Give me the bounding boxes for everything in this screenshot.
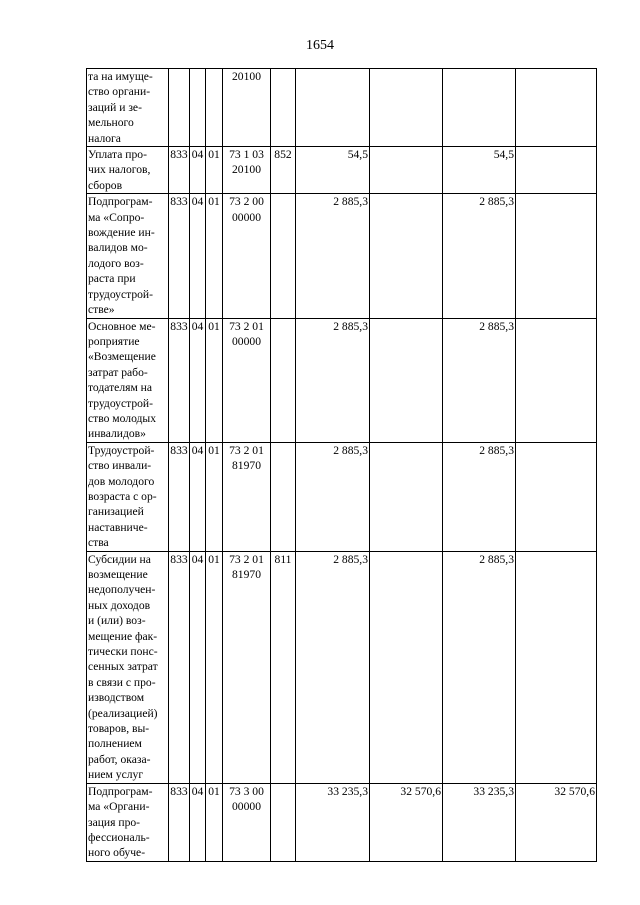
table-row (87, 318, 597, 442)
item-name-line: заций и зе- (88, 100, 142, 114)
cs-code-line: 00000 (232, 334, 261, 348)
rz-code-cell: 04 (190, 783, 206, 861)
item-name-line: ство органи- (88, 85, 151, 99)
gr-code-cell: 833 (169, 551, 190, 783)
item-name-cell (87, 318, 169, 442)
vr-code-cell (271, 318, 296, 442)
item-name-line: трудоустрой- (88, 287, 153, 301)
rz-code-cell: 04 (190, 147, 206, 194)
item-name-line: фессиональ- (88, 830, 150, 844)
item-name-line: та на имуще- (88, 70, 153, 83)
pr-code-cell: 01 (206, 551, 223, 783)
table-row (87, 69, 597, 147)
item-name-cell (87, 147, 169, 194)
amount-cell-1: 54,5 (296, 147, 370, 194)
item-name-line: нием услуг (88, 768, 144, 782)
amount-cell-4: 32 570,6 (516, 783, 597, 861)
item-name-line: Подпрограм- (88, 195, 153, 209)
item-name-line: роприятие (88, 334, 140, 348)
item-name-line: наставниче- (88, 520, 148, 534)
table-row (87, 147, 597, 194)
item-name-line: Уплата про- (88, 148, 147, 162)
amount-cell-3: 33 235,3 (443, 783, 516, 861)
gr-code-cell: 833 (169, 147, 190, 194)
cs-code-line: 81970 (232, 459, 261, 473)
item-name-line: товаров, вы- (88, 722, 150, 736)
cs-code-line: 73 2 01 (229, 552, 264, 566)
rz-code-cell: 04 (190, 442, 206, 551)
pr-code-cell: 01 (206, 147, 223, 194)
item-name-line: зация про- (88, 815, 141, 829)
cs-code-cell (223, 783, 271, 861)
gr-code-cell: 833 (169, 194, 190, 318)
amount-cell-2 (370, 318, 443, 442)
pr-code-cell: 01 (206, 783, 223, 861)
item-name-line: ного обуче- (88, 846, 146, 860)
amount-cell-4 (516, 147, 597, 194)
vr-code-cell: 852 (271, 147, 296, 194)
gr-code-cell: 833 (169, 442, 190, 551)
item-name-line: трудоустрой- (88, 396, 153, 410)
amount-cell-2 (370, 442, 443, 551)
amount-cell-4 (516, 69, 597, 147)
item-name-line: Субсидии на (88, 552, 151, 566)
pr-code-cell (206, 69, 223, 147)
vr-code-cell: 811 (271, 551, 296, 783)
cs-code-line: 00000 (232, 210, 261, 224)
amount-cell-3 (443, 69, 516, 147)
cs-code-line: 20100 (232, 70, 261, 83)
pr-code-cell: 01 (206, 442, 223, 551)
item-name-line: и (или) воз- (88, 614, 146, 628)
amount-cell-2 (370, 147, 443, 194)
cs-code-cell (223, 442, 271, 551)
item-name-line: тодателям на (88, 381, 153, 395)
pr-code-cell: 01 (206, 194, 223, 318)
item-name-line: ма «Сопро- (88, 210, 145, 224)
item-name-line: ма «Органи- (88, 800, 150, 814)
item-name-line: стве» (88, 303, 115, 317)
item-name-line: ство инвали- (88, 459, 152, 473)
cs-code-line: 73 2 01 (229, 319, 264, 333)
item-name-line: (реализацией) (88, 706, 158, 720)
cs-code-line: 73 2 00 (229, 195, 264, 209)
amount-cell-1: 33 235,3 (296, 783, 370, 861)
item-name-line: ганизацией (88, 505, 144, 519)
vr-code-cell (271, 442, 296, 551)
cs-code-line: 81970 (232, 568, 261, 581)
gr-code-cell: 833 (169, 783, 190, 861)
item-name-cell (87, 442, 169, 551)
item-name-line: Подпрограм- (88, 784, 153, 798)
item-name-line: мещение фак- (88, 629, 158, 643)
table-row (87, 442, 597, 551)
budget-table-body (87, 69, 597, 862)
table-row (87, 551, 597, 783)
amount-cell-2: 32 570,6 (370, 783, 443, 861)
cs-code-cell (223, 194, 271, 318)
item-name-line: изводством (88, 691, 145, 705)
vr-code-cell (271, 69, 296, 147)
item-name-cell (87, 69, 169, 147)
item-name-line: работ, оказа- (88, 752, 151, 766)
item-name-line: лодого воз- (88, 256, 144, 270)
cs-code-line: 00000 (232, 800, 261, 814)
item-name-line: полнением (88, 737, 142, 751)
item-name-line: «Возмещение (88, 350, 156, 364)
item-name-line: в связи с про- (88, 675, 156, 689)
pr-code-cell: 01 (206, 318, 223, 442)
amount-cell-3: 2 885,3 (443, 318, 516, 442)
rz-code-cell: 04 (190, 318, 206, 442)
item-name-cell (87, 194, 169, 318)
amount-cell-4 (516, 318, 597, 442)
amount-cell-4 (516, 194, 597, 318)
item-name-line: сенных затрат (88, 660, 158, 674)
amount-cell-3: 2 885,3 (443, 442, 516, 551)
cs-code-line: 73 1 03 (229, 148, 264, 162)
vr-code-cell (271, 783, 296, 861)
item-name-line: недополучен- (88, 583, 156, 597)
item-name-line: возраста с ор- (88, 489, 157, 503)
item-name-line: ства (88, 536, 109, 550)
item-name-line: возмещение (88, 568, 148, 581)
amount-cell-1: 2 885,3 (296, 442, 370, 551)
item-name-line: дов молодого (88, 474, 155, 488)
gr-code-cell: 833 (169, 318, 190, 442)
amount-cell-2 (370, 69, 443, 147)
item-name-line: ство молодых (88, 411, 157, 425)
amount-cell-1: 2 885,3 (296, 318, 370, 442)
item-name-cell (87, 551, 169, 783)
rz-code-cell: 04 (190, 194, 206, 318)
amount-cell-1: 2 885,3 (296, 551, 370, 783)
item-name-line: чих налогов, (88, 163, 151, 177)
amount-cell-4 (516, 551, 597, 783)
item-name-line: тически понс- (88, 645, 158, 659)
amount-cell-2 (370, 194, 443, 318)
budget-table (86, 68, 597, 862)
cs-code-cell (223, 551, 271, 783)
amount-cell-2 (370, 551, 443, 783)
amount-cell-3: 2 885,3 (443, 194, 516, 318)
amount-cell-1 (296, 69, 370, 147)
cs-code-cell (223, 147, 271, 194)
rz-code-cell: 04 (190, 551, 206, 783)
item-name-line: Трудоустрой- (88, 443, 155, 457)
vr-code-cell (271, 194, 296, 318)
item-name-line: мельного (88, 116, 134, 130)
item-name-line: Основное ме- (88, 319, 156, 333)
table-row (87, 194, 597, 318)
cs-code-cell (223, 69, 271, 147)
item-name-line: ных доходов (88, 598, 151, 612)
amount-cell-1: 2 885,3 (296, 194, 370, 318)
cs-code-line: 73 2 01 (229, 443, 264, 457)
gr-code-cell (169, 69, 190, 147)
page-number: 1654 (306, 38, 334, 53)
item-name-line: валидов мо- (88, 241, 148, 255)
item-name-cell (87, 783, 169, 861)
item-name-line: затрат рабо- (88, 365, 148, 379)
cs-code-line: 73 3 00 (229, 784, 264, 798)
amount-cell-3: 2 885,3 (443, 551, 516, 783)
amount-cell-3: 54,5 (443, 147, 516, 194)
item-name-line: сборов (88, 178, 123, 192)
rz-code-cell (190, 69, 206, 147)
item-name-line: раста при (88, 272, 136, 286)
amount-cell-4 (516, 442, 597, 551)
item-name-line: налога (88, 131, 121, 145)
cs-code-line: 20100 (232, 163, 261, 177)
table-row (87, 783, 597, 861)
item-name-line: вождение ин- (88, 226, 155, 240)
item-name-line: инвалидов» (88, 427, 146, 441)
cs-code-cell (223, 318, 271, 442)
